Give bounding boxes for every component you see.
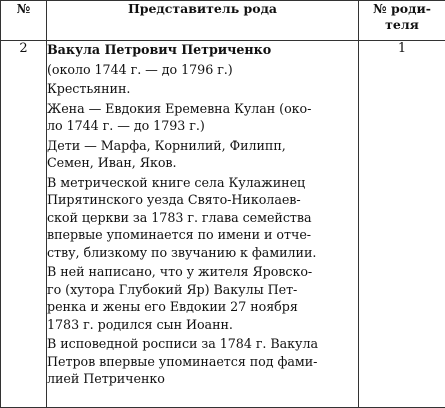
children-info: [47, 137, 358, 172]
paragraph-line: В исповедной росписи за 1784 г. Вакула: [47, 336, 318, 351]
paragraph-line: Пирятинского уезда Свято-Николаев-: [47, 192, 301, 207]
paragraph-line: го (хутора Глубокий Яр) Вакулы Пет-: [47, 281, 298, 297]
paragraph-birth-record: [47, 263, 358, 333]
paragraph-metric-book: [47, 174, 358, 262]
paragraph-line: ской церкви за 1783 г. глава семейства: [47, 209, 312, 225]
paragraph-line: ству, близкому по звучанию к фамилии.: [47, 244, 317, 260]
paragraph-line: лией Петриченко: [47, 371, 165, 386]
children-line: Дети — Марфа, Корнилий, Филипп,: [47, 137, 286, 153]
paragraph-line: В ней написано, что у жителя Яровско-: [47, 264, 313, 279]
person-status: Крестьянин.: [47, 81, 131, 96]
table-header-row: [1, 1, 445, 41]
paragraph-line: В метрической книге села Кулажинец: [47, 174, 306, 190]
header-parent-line2: теля: [385, 17, 419, 32]
row-number: 2: [1, 41, 47, 408]
representative-cell: [47, 41, 359, 408]
paragraph-line: Петров впервые упоминается под фами-: [47, 353, 318, 369]
header-number: №: [1, 1, 47, 41]
wife-line: ло 1744 г. — до 1793 г.): [47, 118, 205, 133]
person-name: Вакула Петрович Петриченко: [47, 42, 272, 57]
children-line: Семен, Иван, Яков.: [47, 155, 177, 170]
paragraph-line: 1783 г. родился сын Иоанн.: [47, 316, 233, 332]
paragraph-line: впервые упоминается по имени и отче-: [47, 227, 312, 242]
person-lifespan: (около 1744 г. — до 1796 г.): [47, 61, 233, 77]
wife-line: Жена — Евдокия Еремевна Кулан (око-: [47, 100, 312, 116]
table-row: [1, 41, 445, 408]
header-representative: Представитель рода: [47, 1, 359, 41]
paragraph-confession-record: [47, 335, 358, 388]
parent-number: 1: [359, 41, 445, 408]
paragraph-line: ренка и жены его Евдокии 27 ноября: [47, 299, 298, 314]
wife-info: [47, 100, 358, 135]
header-parent-number: [359, 1, 445, 41]
header-parent-line1: № роди-: [373, 1, 431, 16]
